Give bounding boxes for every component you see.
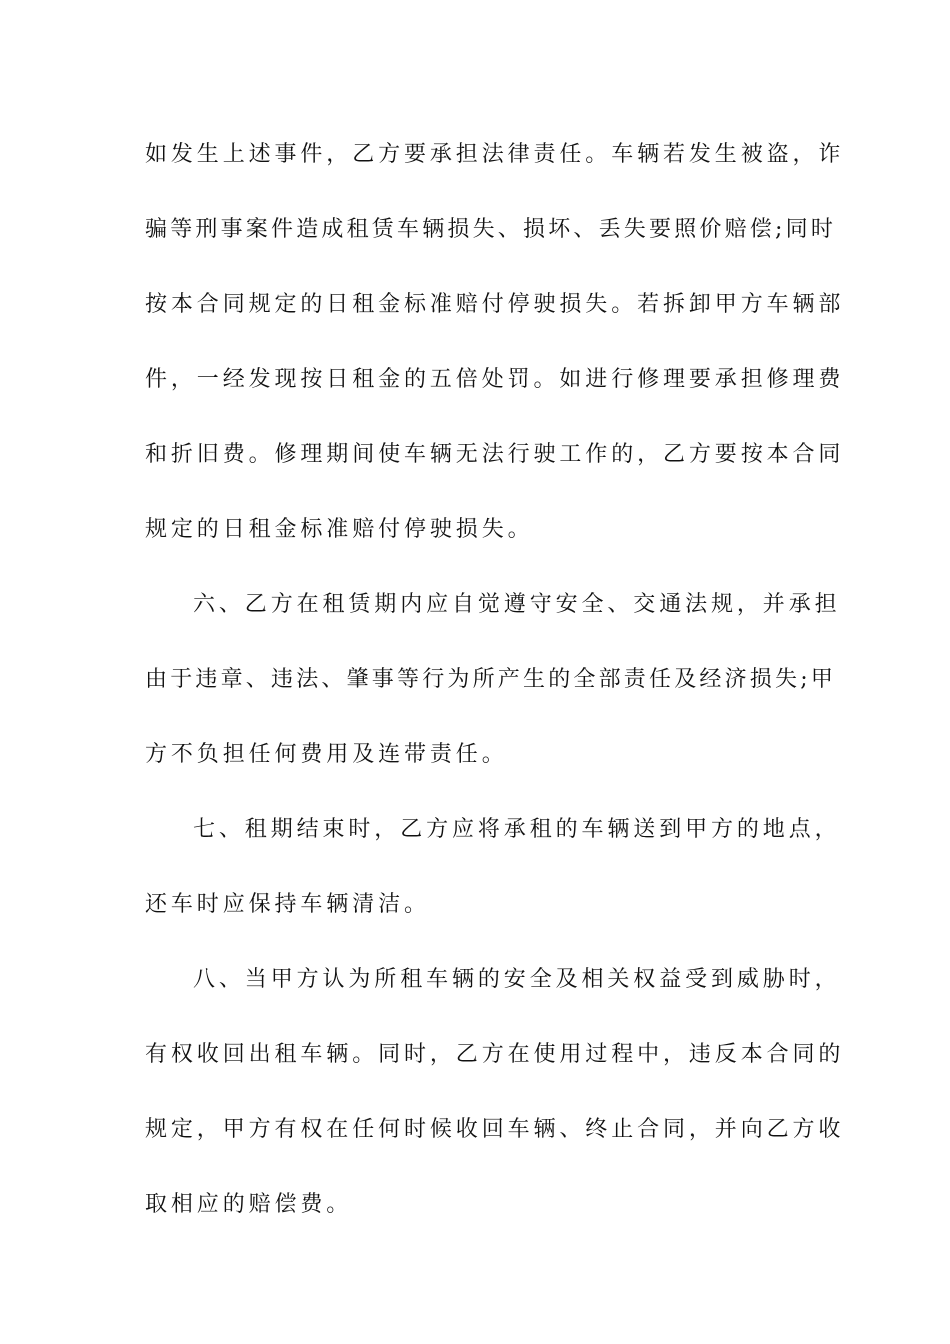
text-line: 由于违章、违法、肇事等行为所产生的全部责任及经济损失;甲	[145, 667, 837, 692]
text-line: 六、乙方在租赁期内应自觉遵守安全、交通法规，并承担	[193, 592, 841, 617]
text-line: 取相应的赔偿费。	[145, 1192, 353, 1217]
text-line: 八、当甲方认为所租车辆的安全及相关权益受到威胁时，	[193, 967, 841, 992]
text-line: 方不负担任何费用及连带责任。	[145, 742, 508, 767]
text-line: 规定，甲方有权在任何时候收回车辆、终止合同，并向乙方收	[145, 1117, 845, 1142]
text-line: 七、租期结束时，乙方应将承租的车辆送到甲方的地点，	[193, 817, 841, 842]
text-line: 规定的日租金标准赔付停驶损失。	[145, 517, 534, 542]
text-line: 件，一经发现按日租金的五倍处罚。如进行修理要承担修理费	[145, 367, 845, 392]
text-line: 按本合同规定的日租金标准赔付停驶损失。若拆卸甲方车辆部	[145, 292, 845, 317]
text-line: 和折旧费。修理期间使车辆无法行驶工作的，乙方要按本合同	[145, 442, 845, 467]
text-line: 如发生上述事件，乙方要承担法律责任。车辆若发生被盗，诈	[145, 142, 845, 167]
text-line: 骗等刑事案件造成租赁车辆损失、损坏、丢失要照价赔偿;同时	[145, 217, 837, 242]
text-line: 有权收回出租车辆。同时，乙方在使用过程中，违反本合同的	[145, 1042, 845, 1067]
text-line: 还车时应保持车辆清洁。	[145, 892, 430, 917]
